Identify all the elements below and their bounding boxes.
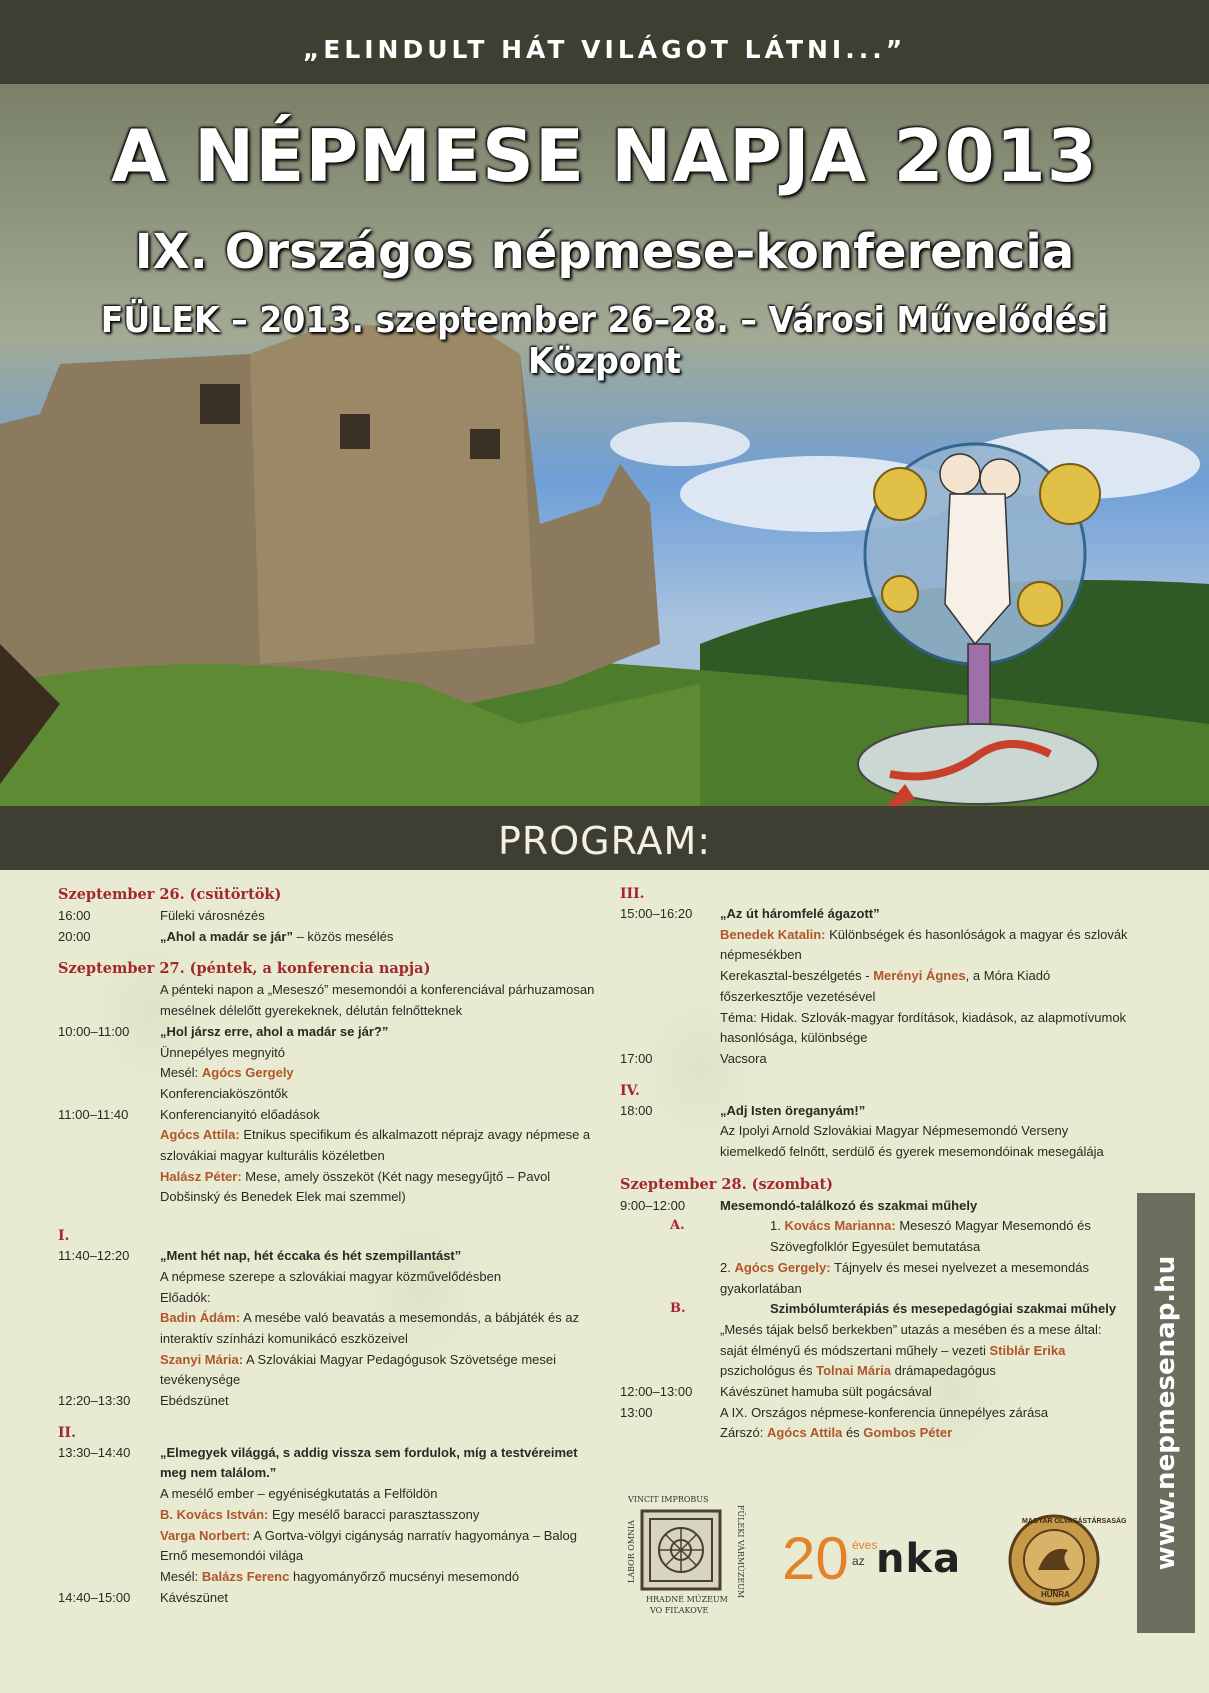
time: 20:00 (58, 928, 91, 944)
program-row (620, 1101, 1130, 1122)
website-url[interactable]: www.nepmesenap.hu (1151, 1255, 1181, 1571)
speaker-name: Halász Péter: (160, 1168, 242, 1184)
item-title: „Hol jársz erre, ahol a madár se jár?” (160, 1023, 389, 1039)
nka-20: 20 (782, 1525, 849, 1592)
speaker-name: Kovács Marianna: (784, 1218, 896, 1234)
subtitle: IX. Országos népmese-konferencia (134, 224, 1075, 280)
program-row (58, 906, 598, 927)
item-line: Varga Norbert: A Gortva-völgyi cigányság narratív hagyománya – Balog Ernő mesemondói világa (160, 1527, 577, 1564)
item-text: Vacsora (720, 1050, 767, 1066)
place-date: FÜLEK – 2013. szeptember 26–28. – Városi Művelődési Központ (100, 300, 1109, 382)
day-intro: A pénteki napon a „Meseszó” mesemondói a konferenciával párhuzamosan mesélnek délelőtt gyerekeknek, délután felnőtteknek (160, 982, 595, 1019)
website-sidebar (1137, 1193, 1195, 1633)
item-line: 2. Agócs Gergely: Tájnyelv és mesei nyelvezet a mesemondás gyakorlatában (720, 1259, 1090, 1296)
section-label-i: I. (58, 1228, 70, 1245)
item-title: Mesemondó-találkozó és szakmai műhely (720, 1197, 978, 1213)
speaker-name: Merényi Ágnes (873, 968, 966, 984)
item-title: „Az út háromfelé ágazott” (720, 906, 880, 921)
item-line: „Mesés tájak belső berkekben” utazás a mesében és a mese által: saját élményű és módszertani műhely – vezeti Stiblár Erika pszichológus és Tolnai Mária drámapedagógus (720, 1321, 1102, 1379)
item-title: „Elmegyek világgá, s addig vissza sem fordulok, míg a testvéreimet meg nem találom.” (160, 1444, 578, 1481)
program-row (620, 904, 1130, 925)
speaker-name: Stiblár Erika (989, 1342, 1066, 1358)
item-title: „Adj Isten öreganyám!” (720, 1102, 866, 1118)
speaker-name: Agócs Gergely: (734, 1259, 831, 1275)
nka-wordmark: nka (876, 1536, 962, 1582)
item-line: Mesél: Agócs Gergely (160, 1065, 294, 1081)
program-row (58, 1246, 598, 1267)
nka-logo: 20 éves az nka (782, 1525, 962, 1592)
program-heading: PROGRAM: (0, 806, 1209, 870)
section-label-iii: III. (620, 886, 645, 902)
item-text: Kávészünet (160, 1589, 228, 1605)
item-line: Benedek Katalin: Különbségek és hasonlóságok a magyar és szlovák népmesékben (720, 926, 1128, 963)
item-line: Ünnepélyes megnyitó (160, 1044, 286, 1060)
day-heading-sept-28: Szeptember 28. (szombat) (620, 1175, 834, 1193)
time: 9:00–12:00 (620, 1197, 686, 1213)
section-label-ii: II. (58, 1424, 76, 1441)
time: 12:20–13:30 (58, 1393, 131, 1409)
time: 15:00–16:20 (620, 906, 693, 921)
program-row (620, 1049, 1130, 1070)
item-text: A IX. Országos népmese-konferencia ünnepélyes zárása (720, 1404, 1049, 1420)
item-line: Előadók: (160, 1289, 211, 1305)
time: 11:00–11:40 (58, 1106, 129, 1122)
speaker-name: Agócs Gergely (201, 1065, 294, 1081)
item-text: Konferencianyitó előadások (160, 1106, 320, 1122)
program-row: A. 1. Kovács Marianna: Meseszó Magyar Mesemondó és Szövegfolklór Egyesület bemutatása (620, 1216, 1130, 1257)
item-line: Mesél: Balázs Ferenc hagyományőrző mucsényi mesemondó (160, 1568, 520, 1584)
item-line: Szanyi Mária: A Szlovákiai Magyar Pedagógusok Szövetsége mesei tevékenysége (160, 1351, 556, 1388)
tagline: „ELINDULT HÁT VILÁGOT LÁTNI...” (0, 0, 1209, 84)
program-row (620, 1403, 1130, 1424)
speaker-name: Badin Ádám: (160, 1310, 241, 1326)
speaker-name: Gombos Péter (863, 1425, 953, 1441)
item-line: A mesélő ember – egyéniségkutatás a Felföldön (160, 1486, 438, 1502)
speaker-name: B. Kovács István: (160, 1506, 269, 1522)
item-title: „Ment hét nap, hét éccaka és hét szempillantást” (160, 1248, 462, 1264)
section-label-iv: IV. (620, 1082, 640, 1099)
speaker-name: Varga Norbert: (160, 1527, 251, 1543)
program-row (620, 1299, 1130, 1320)
olvasotarsasag-seal: MAGYAR OLVASÁSTÁRSASÁG HUNRA (1008, 1514, 1100, 1606)
speaker-name: Tolnai Mária (816, 1363, 892, 1379)
time: 12:00–13:00 (620, 1384, 693, 1400)
time: 10:00–11:00 (58, 1023, 130, 1039)
time: 13:30–14:40 (58, 1444, 131, 1460)
time: 17:00 (620, 1050, 653, 1066)
program-row (58, 1022, 598, 1043)
program-row (58, 927, 598, 948)
program-row (58, 1588, 598, 1609)
museum-logo: VINCIT IMPROBUS LABOR OMNIA FÜLEKI VÁRMÚZEUM HRADNÉ MÚZEUM VO FIĽAKOVE (626, 1495, 746, 1615)
item-text: – közös mesélés (292, 928, 394, 944)
item-line: Kerekasztal-beszélgetés - Merényi Ágnes, a Móra Kiadó főszerkesztője vezetésével (720, 968, 1051, 1004)
program-row (58, 1443, 598, 1484)
item-line: Az Ipolyi Arnold Szlovákiai Magyar Népmesemondó Verseny kiemelkedő felnőtt, serdülő és gyerek mesemondóinak mesegálája (720, 1123, 1104, 1160)
speaker-name: Agócs Attila: (160, 1127, 240, 1143)
program-row (58, 1105, 598, 1126)
main-title: A NÉPMESE NAPJA 2013 (111, 114, 1098, 198)
item-text: Kávészünet hamuba sült pogácsával (720, 1384, 932, 1400)
item-line: Badin Ádám: A mesébe való beavatás a mesemondás, a bábjáték és az interaktív színházi komunikácó eszközeivel (160, 1310, 580, 1346)
day-heading-sept-27: Szeptember 27. (péntek, a konferencia napja) (58, 960, 431, 978)
item-text: Füleki városnézés (160, 908, 265, 923)
item-line: Halász Péter: Mese, amely összeköt (Két nagy mesegyűjtő – Pavol Dobšinský és Benedek Elek mai szemmel) (160, 1168, 551, 1205)
sub-label-b: B. (670, 1301, 686, 1317)
item-line: Agócs Attila: Etnikus specifikum és alkalmazott néprajz avagy népmese a szlovákiai magyar kulturális közéletben (160, 1127, 591, 1164)
item-text: Ebédszünet (160, 1393, 229, 1409)
time: 14:40–15:00 (58, 1589, 131, 1605)
item-line: Téma: Hidak. Szlovák-magyar fordítások, kiadások, az alapmotívumok hasonlósága, különbsége (720, 1009, 1127, 1046)
time: 11:40–12:20 (58, 1248, 130, 1264)
item-title: Szimbólumterápiás és mesepedagógiai szakmai műhely (770, 1301, 1117, 1317)
speaker-name: Benedek Katalin: (720, 926, 826, 942)
program-left-column (58, 884, 598, 1608)
item-line: Konferenciaköszöntők (160, 1085, 288, 1101)
program-row (620, 1196, 1130, 1217)
time: 13:00 (620, 1404, 653, 1420)
item-line: Zárszó: Agócs Attila és Gombos Péter (720, 1425, 953, 1441)
item-line: B. Kovács István: Egy mesélő baracci parasztasszony (160, 1506, 480, 1522)
museum-emblem-icon (640, 1509, 722, 1591)
hero-banner (0, 84, 1209, 806)
program-right-column (620, 884, 1130, 1444)
program-row (620, 1382, 1130, 1403)
speaker-name: Agócs Attila (766, 1425, 843, 1441)
item-line: A népmese szerepe a szlovákiai magyar közművelődésben (160, 1268, 502, 1284)
item-title: „Ahol a madár se jár” (160, 928, 293, 944)
sub-label-a: A. (670, 1218, 685, 1234)
program-row (58, 1391, 598, 1412)
time: 16:00 (58, 908, 91, 923)
day-heading-sept-26: Szeptember 26. (csütörtök) (58, 886, 282, 903)
time: 18:00 (620, 1102, 653, 1118)
speaker-name: Balázs Ferenc (201, 1568, 290, 1584)
speaker-name: Szanyi Mária: (160, 1351, 244, 1367)
